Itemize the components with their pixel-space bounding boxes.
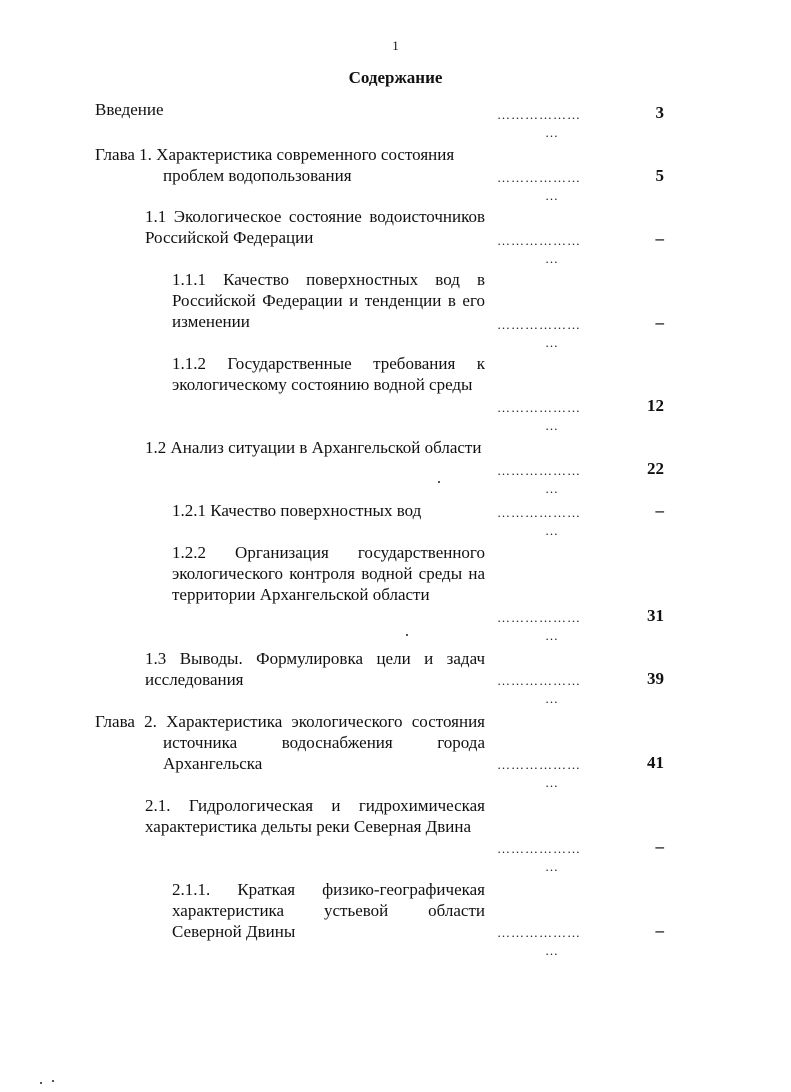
toc-entry-text: Глава 1. Характеристика современного состояния проблем водопользования — [95, 145, 455, 185]
scan-speck — [40, 1082, 42, 1084]
leader-dots-cont: … — [545, 125, 559, 140]
toc-page-number: – — [655, 313, 664, 332]
leader-dots: ……………… — [497, 505, 581, 520]
toc-entry-text: Введение — [95, 100, 164, 119]
leader-dots: ……………… — [497, 107, 581, 122]
toc-entry-text: 1.2.2 Организация государственного экологического контроля водной среды на территории Архангельской области — [172, 543, 485, 604]
toc-title: Содержание — [348, 68, 443, 87]
toc-page-number: 41 — [647, 753, 664, 772]
toc-page-number: – — [655, 921, 664, 940]
toc-page-number: – — [655, 501, 664, 520]
leader-dots: ……………… — [497, 610, 581, 625]
leader-dots-cont: … — [545, 691, 559, 706]
leader-dots-cont: … — [545, 628, 559, 643]
leader-dots: ……………… — [497, 757, 581, 772]
toc-entry-text: 1.1 Экологическое состояние водоисточников Российской Федерации — [145, 207, 485, 247]
toc-page-number: 12 — [647, 396, 664, 415]
toc-page-number: – — [655, 837, 664, 856]
leader-dots-cont: … — [545, 335, 559, 350]
toc-entry-text: 1.3 Выводы. Формулировка цели и задач исследования — [145, 649, 485, 689]
leader-dots-cont: … — [545, 775, 559, 790]
toc-page-number: 22 — [647, 459, 664, 478]
leader-dots-cont: … — [545, 418, 559, 433]
leader-dots: ……………… — [497, 233, 581, 248]
leader-dots-cont: … — [545, 523, 559, 538]
leader-dots-cont: … — [545, 859, 559, 874]
toc-page-number: 31 — [647, 606, 664, 625]
leader-dots: ……………… — [497, 317, 581, 332]
scan-speck — [438, 481, 440, 483]
leader-dots-cont: … — [545, 188, 559, 203]
toc-entry-text: 2.1. Гидрологическая и гидрохимическая характеристика дельты реки Северная Двина — [145, 796, 485, 836]
toc-entry-text: 2.1.1. Краткая физико-географичекая характеристика устьевой области Северной Двины — [172, 880, 485, 941]
toc-page-number: 39 — [647, 669, 664, 688]
leader-dots: ……………… — [497, 673, 581, 688]
leader-dots: ……………… — [497, 463, 581, 478]
toc-page-number: 5 — [655, 166, 664, 185]
scan-speck — [52, 1080, 54, 1082]
toc-entry-text: Глава 2. Характеристика экологического состояния источника водоснабжения города Архангельска — [95, 712, 485, 773]
leader-dots-cont: … — [545, 943, 559, 958]
page-number: 1 — [392, 38, 399, 53]
leader-dots: ……………… — [497, 400, 581, 415]
toc-entry-text: 1.2 Анализ ситуации в Архангельской области — [145, 438, 482, 457]
toc-page-number: 3 — [655, 103, 664, 122]
scan-speck — [406, 634, 408, 636]
leader-dots: ……………… — [497, 170, 581, 185]
leader-dots-cont: … — [545, 481, 559, 496]
toc-entry-text: 1.2.1 Качество поверхностных вод — [172, 501, 422, 520]
leader-dots: ……………… — [497, 841, 581, 856]
toc-entry-text: 1.1.2 Государственные требования к экологическому состоянию водной среды — [172, 354, 485, 394]
leader-dots: ……………… — [497, 925, 581, 940]
leader-dots-cont: … — [545, 251, 559, 266]
toc-entry-text: 1.1.1 Качество поверхностных вод в Российской Федерации и тенденции в его изменении — [172, 270, 485, 331]
toc-page-number: – — [655, 229, 664, 248]
